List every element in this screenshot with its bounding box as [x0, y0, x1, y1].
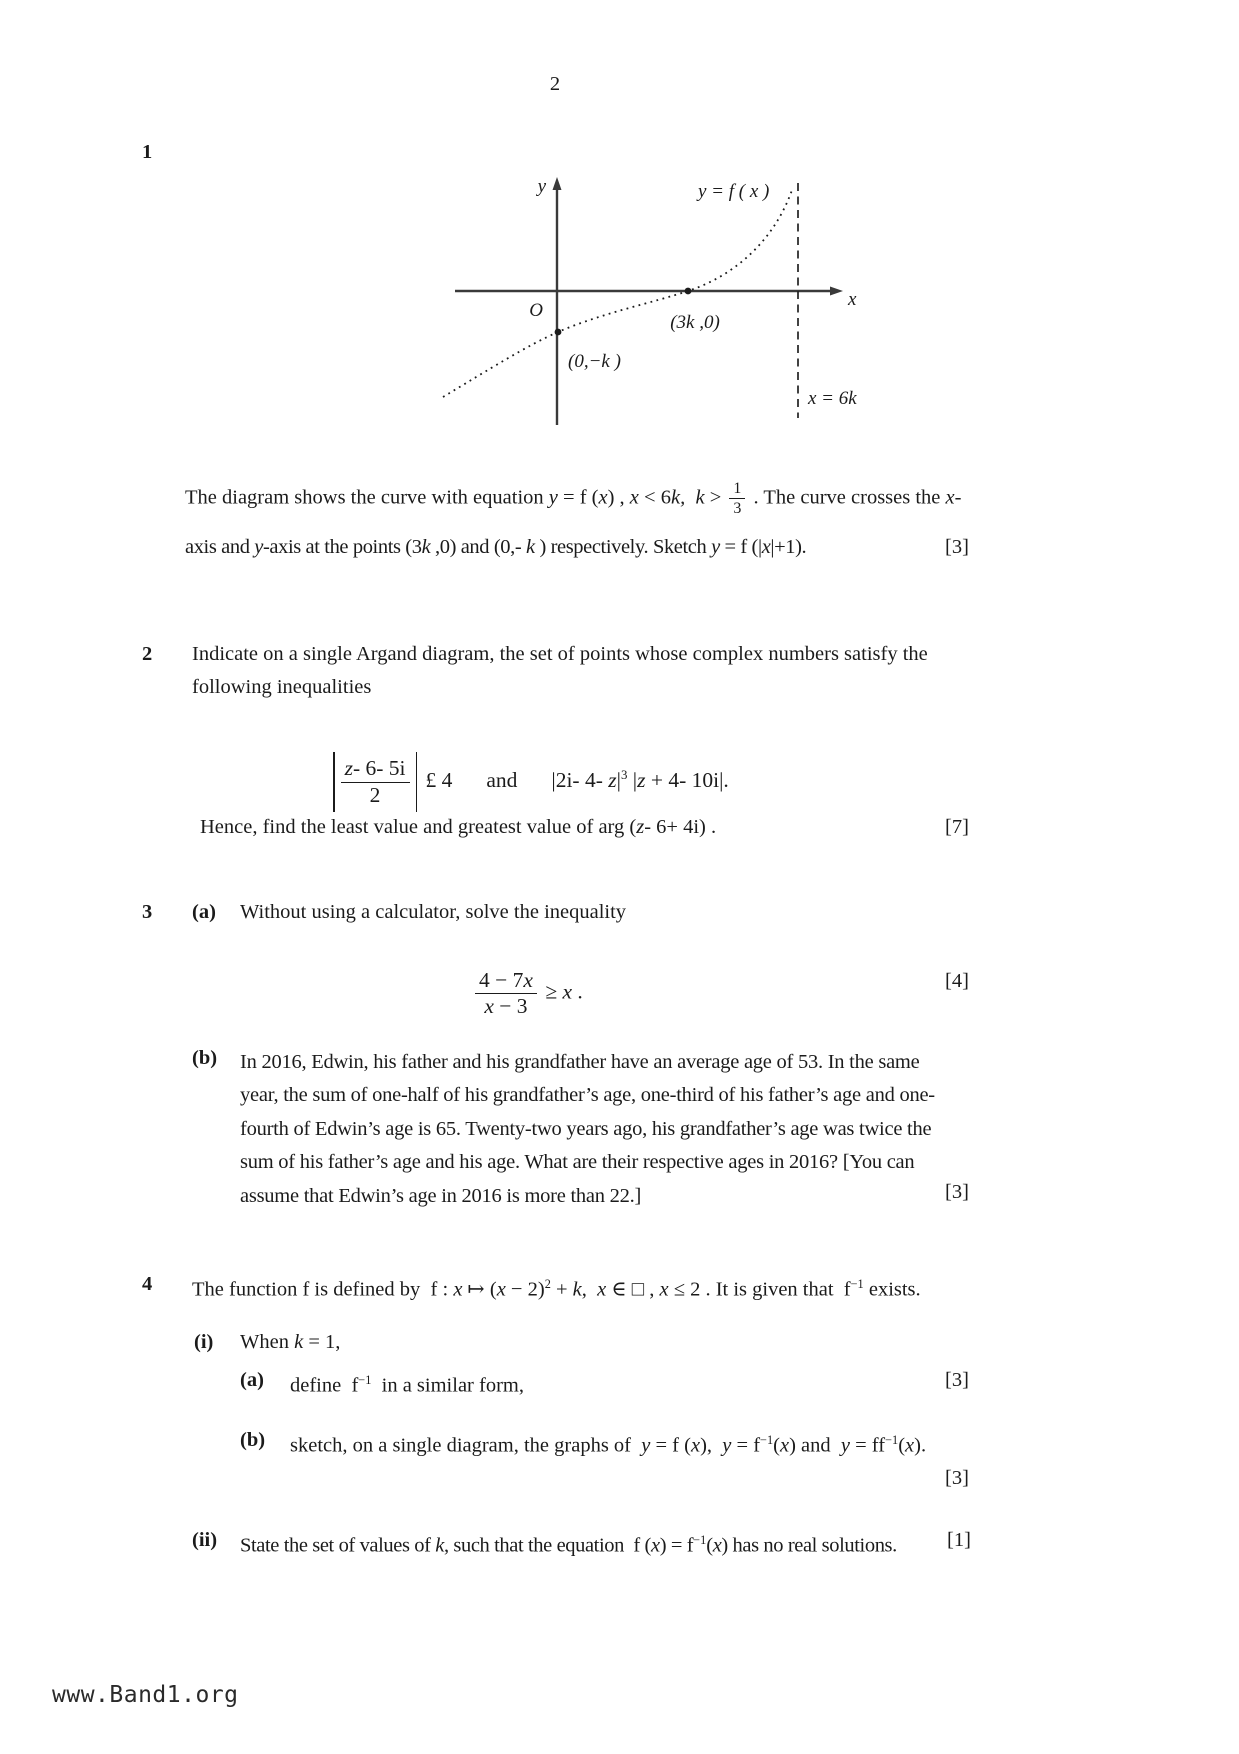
q3a-text: Without using a calculator, solve the inequality: [240, 901, 627, 923]
page-number: 2: [549, 73, 561, 95]
curve-label: y = f ( x ): [698, 181, 770, 202]
q4ia-marks: [3]: [945, 1369, 969, 1391]
q4i-text: When k = 1,: [240, 1331, 341, 1353]
q4ii-text: State the set of values of k, such that the equation f $(x) = f^{-1}(x)$ has no real solutions.: [240, 1533, 897, 1557]
q2-text-line-1: Indicate on a single Argand diagram, the set of points whose complex numbers satisfy the: [192, 643, 928, 665]
y-intercept-point: [555, 329, 562, 336]
origin-label: O: [529, 300, 543, 321]
q3b-marks: [3]: [945, 1181, 969, 1203]
q4-header: The function f is defined by f : x ↦ $(x - 2)^2 + k$, x ∈ □ , x ≤ 2 . It is given that $f^{-1}$ exists.: [192, 1277, 921, 1301]
y-axis-arrow-icon: [553, 177, 562, 190]
q4i-label: (i): [194, 1331, 214, 1353]
y-axis-label: y: [537, 176, 546, 197]
q3a-inequality-formula: $\frac{4 - 7x}{x - 3}$ ≥ x .: [472, 969, 583, 1018]
function-graph-figure: [440, 175, 870, 430]
q1-marks: [3]: [945, 536, 969, 558]
q2-inequalities-formula: $\frac{z- 6- 5i}{2}$ £ 4 and |2i- 4- $z|^3$ |z + 4- 10i|.: [330, 752, 729, 812]
q3b-label: (b): [192, 1047, 218, 1069]
x-intercept-label: (3k ,0): [670, 312, 720, 333]
question-4-number: 4: [142, 1273, 153, 1295]
q3a-marks: [4]: [945, 970, 969, 992]
q2-text-line-2: following inequalities: [192, 676, 372, 698]
q4ii-marks: [1]: [947, 1529, 971, 1551]
q1-text-line-1: The diagram shows the curve with equation y = f (x) , x < 6k, k > $\frac{1}{3}$ . The curve crosses the x-: [185, 480, 962, 518]
q4ia-label: (a): [240, 1369, 264, 1391]
question-1-number: 1: [142, 141, 153, 163]
x-intercept-point: [685, 288, 692, 295]
q2-marks: [7]: [945, 816, 969, 838]
question-2-number: 2: [142, 643, 153, 665]
q4ib-label: (b): [240, 1429, 266, 1451]
x-axis-label: x: [848, 289, 857, 310]
q1-text-line-2: axis and y-axis at the points (3k ,0) and (0,- k ) respectively. Sketch y = f (|x|+1).: [185, 536, 807, 558]
question-3-number: 3: [142, 901, 153, 923]
x-axis-arrow-icon: [830, 287, 843, 296]
q3a-label: (a): [192, 901, 216, 923]
y-intercept-label: (0,−k ): [568, 351, 621, 372]
asymptote-label: x = 6k: [808, 388, 857, 409]
footer-watermark-url: www.Band1.org: [52, 1682, 239, 1708]
q4ia-text: define $f^{-1}$ in a similar form,: [290, 1373, 524, 1397]
q2-hence-line: Hence, find the least value and greatest value of arg (z- 6+ 4i) .: [200, 816, 717, 838]
q4ii-label: (ii): [192, 1529, 218, 1551]
q4ib-marks: [3]: [945, 1467, 969, 1489]
q4ib-text: sketch, on a single diagram, the graphs of y = f (x), $y = f^{-1}(x)$ and $y = ff^{-1}(x)$.: [290, 1433, 927, 1457]
q3b-paragraph: In 2016, Edwin, his father and his grandfather have an average age of 53. In the same year, the sum of one-half of his grandfather’s age, one-third of his father’s age and one- fourth of Edwin’s age is 65. Twenty-two years ago, his grandfather’s age was twice the sum of his father’s age and his age. What are their respective ages in 2016? [You can assume that Edwin’s age in 2016 is more than 22.]: [240, 1051, 935, 1207]
